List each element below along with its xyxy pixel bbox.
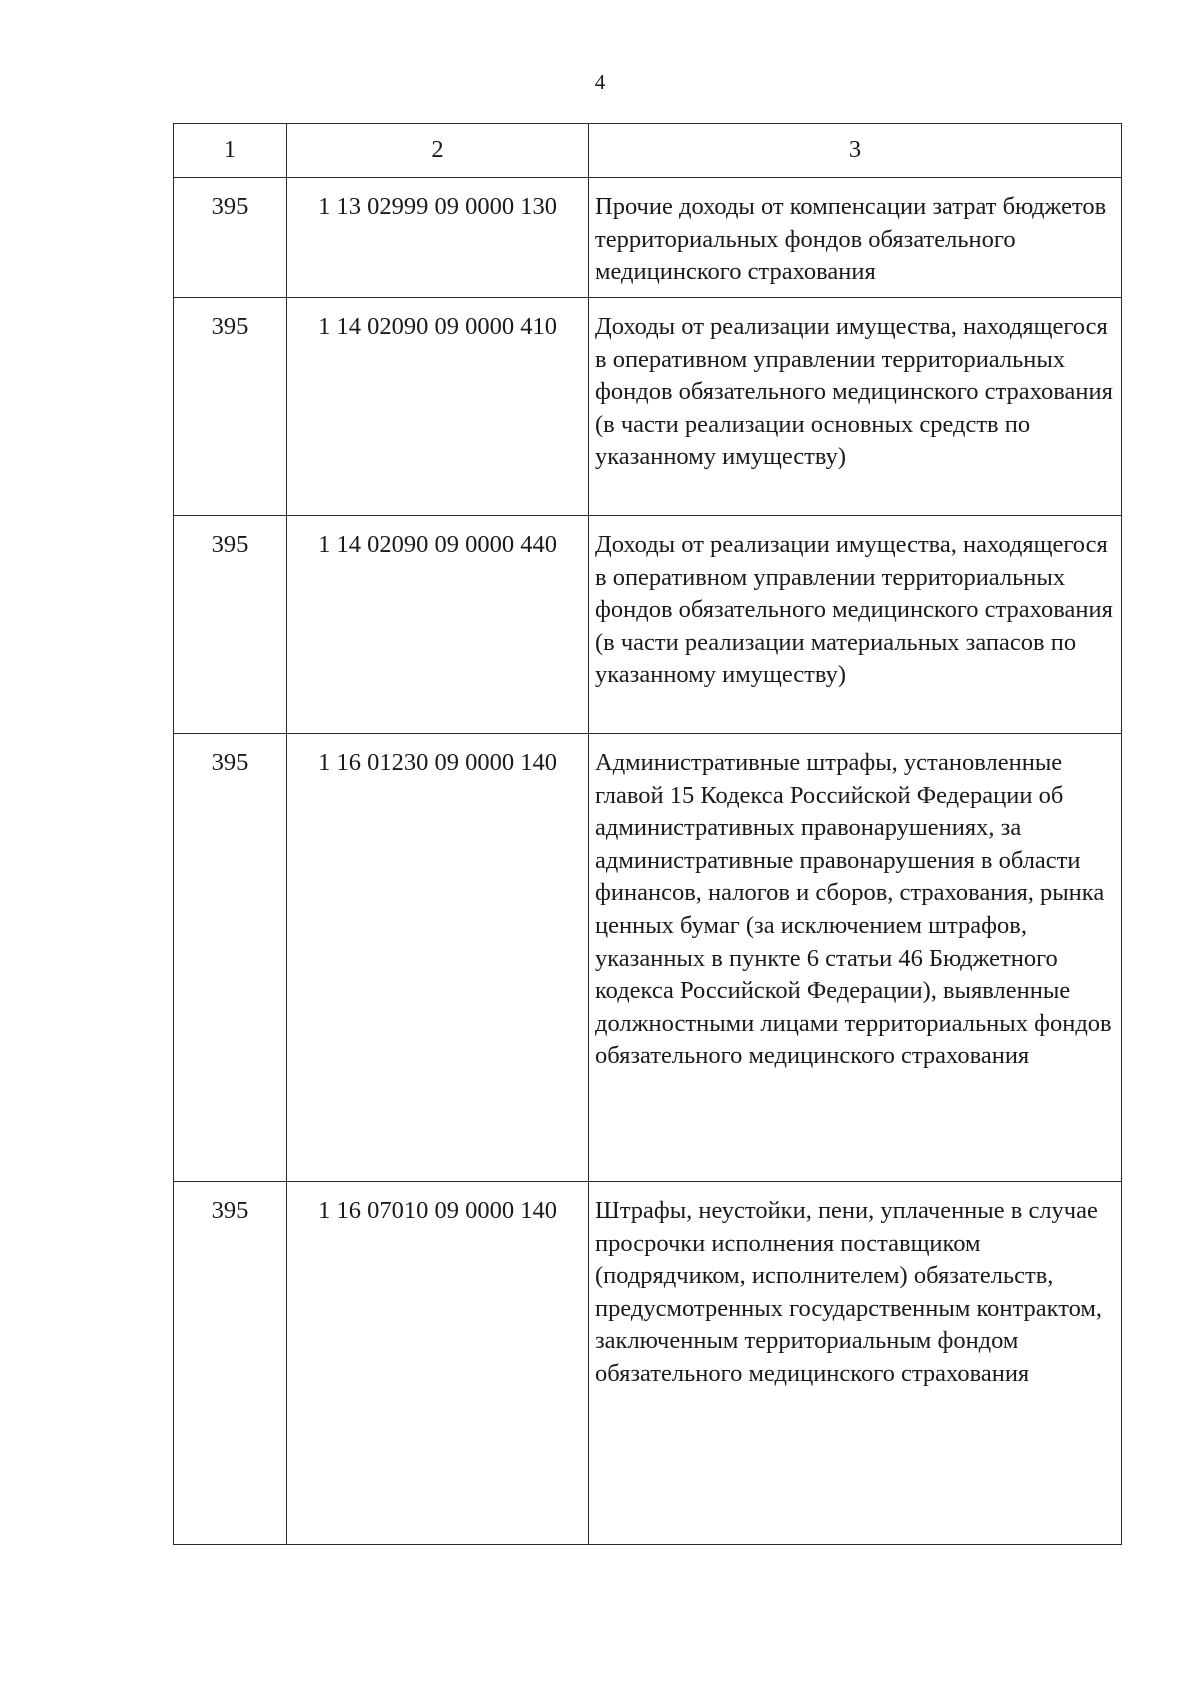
income-description-cell: Доходы от реализации имущества, находящегося в оперативном управлении территориальных фондов обязательного медицинского страхования (в части реализации материальных запасов по указанному имуществу) bbox=[589, 516, 1122, 734]
income-description-cell: Административные штрафы, установленные главой 15 Кодекса Российской Федерации об административных правонарушениях, за административные правонарушения в области финансов, налогов и сборов, страхования, рынка ценных бумаг (за исключением штрафов, указанных в пункте 6 статьи 46 Бюджетного кодекса Российской Федерации), выявленные должностными лицами территориальных фондов обязательного медицинского страхования bbox=[589, 734, 1122, 1182]
income-code-cell: 1 13 02999 09 0000 130 bbox=[287, 178, 589, 298]
table-row bbox=[174, 516, 1122, 734]
admin-code-cell: 395 bbox=[174, 516, 287, 734]
admin-code-cell: 395 bbox=[174, 178, 287, 298]
income-code-cell: 1 14 02090 09 0000 410 bbox=[287, 298, 589, 516]
page-number: 4 bbox=[594, 70, 606, 94]
income-codes-table bbox=[173, 123, 1122, 1545]
column-header-3: 3 bbox=[589, 124, 1122, 178]
column-header-1: 1 bbox=[174, 124, 287, 178]
table-header-row bbox=[174, 124, 1122, 178]
column-header-2: 2 bbox=[287, 124, 589, 178]
admin-code-cell: 395 bbox=[174, 734, 287, 1182]
income-code-cell: 1 16 07010 09 0000 140 bbox=[287, 1182, 589, 1545]
income-description-cell: Прочие доходы от компенсации затрат бюджетов территориальных фондов обязательного медицинского страхования bbox=[589, 178, 1122, 298]
table-row bbox=[174, 734, 1122, 1182]
income-description-cell: Штрафы, неустойки, пени, уплаченные в случае просрочки исполнения поставщиком (подрядчиком, исполнителем) обязательств, предусмотренных государственным контрактом, заключенным территориальным фондом обязательного медицинского страхования bbox=[589, 1182, 1122, 1545]
income-code-cell: 1 14 02090 09 0000 440 bbox=[287, 516, 589, 734]
table-row bbox=[174, 298, 1122, 516]
admin-code-cell: 395 bbox=[174, 298, 287, 516]
table-row bbox=[174, 178, 1122, 298]
admin-code-cell: 395 bbox=[174, 1182, 287, 1545]
table-row bbox=[174, 1182, 1122, 1545]
income-code-cell: 1 16 01230 09 0000 140 bbox=[287, 734, 589, 1182]
income-description-cell: Доходы от реализации имущества, находящегося в оперативном управлении территориальных фондов обязательного медицинского страхования (в части реализации основных средств по указанному имуществу) bbox=[589, 298, 1122, 516]
